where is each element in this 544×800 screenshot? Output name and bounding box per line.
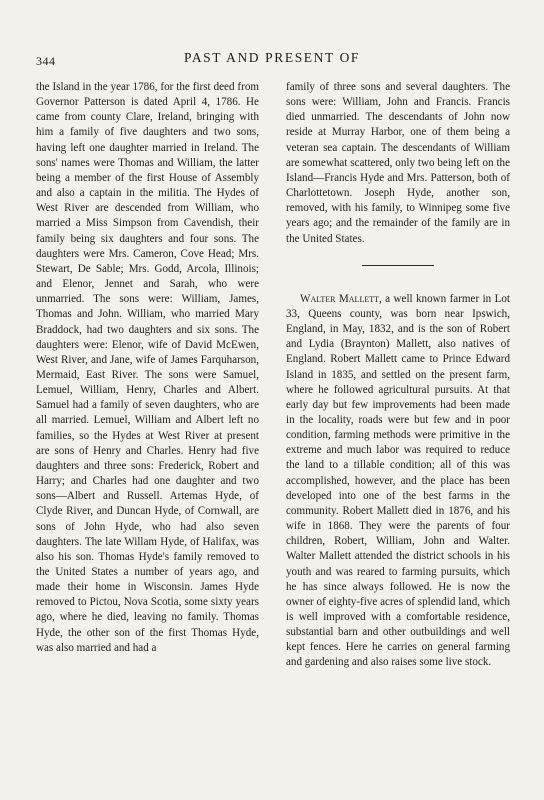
left-column [36,80,259,656]
biography-paragraph [286,292,510,671]
page-number: 344 [36,54,56,68]
continued-paragraph: the Island in the year 1786, for the first deed from Governor Patterson is dated April 4, 1786. He came from county Clare, Ireland, bringing with him a family of five daughters and two sons, having left one daughter married in Ireland. The sons' names were Thomas and William, the latter being a member of the first House of Assembly and also a captain in the militia. The Hydes of West River are descended from William, who married a Miss Simpson from Cavendish, their family being six daughters and four sons. The daughters were Mrs. Cameron, Cove Head; Mrs. Stewart, De Sable; Mrs. Godd, Arcola, Illinois; and Elenor, Jennet and Sarah, who were unmarried. The sons were: William, James, Thomas and John. William, who married Mary Braddock, had two daughters and six sons. The daughters were: Elenor, wife of David McEwen, West River, and Jane, wife of James Farquharson, Mermaid, East River. The sons were Samuel, Lemuel, William, Henry, Charles and Albert. Samuel had a family of seven daughters, who are all married. Lemuel, William and Albert left no families, so the Hydes at West River at present are sons of Henry and Charles. Henry had five daughters and three sons: Frederick, Robert and Harry; and Charles had one daughter and two sons—Albert and Russell. Artemas Hyde, of Clyde River, and Duncan Hyde, of Cornwall, are sons of John Hyde, who had also seven daughters. The late Willam Hyde, of Halifax, was also his son. Thomas Hyde's family removed to the United States a number of years ago, and made their home in Wisconsin. James Hyde removed to Pictou, Nova Scotia, some sixty years ago, where he died, leaving no family. Thomas Hyde, the other son of the first Thomas Hyde, was also married and had a [36,81,259,654]
section-divider [362,265,434,266]
running-head: PAST AND PRESENT OF [183,50,361,65]
continued-paragraph-end: family of three sons and several daughters. The sons were: William, John and Francis. Francis died unmarried. The descendants of John now reside at Murray Harbor, one of them being a veteran sea captain. The descendants of William are somewhat scattered, only two being left on the Island—Francis Hyde and Mrs. Patterson, both of Charlottetown. Joseph Hyde, another son, removed, with his family, to Winnipeg some five years ago; and the remainder of the family are in the United States. [286,81,510,245]
biography-name: Walter Mallett [300,292,379,305]
biography-text: , a well known farmer in Lot 33, Queens county, was born near Ipswich, England, in May, 1832, and is the son of Robert and Lydia (Braynton) Mallett, also natives of England. Robert Mallett came to Prince Edward Island in 1835, and settled on the present farm, where he followed agricultural pursuits. At that early day but few improvements had been made in the locality, roads were but few and in poor condition, farming methods were primitive in the extreme and much labor was required to reduce the land to a tillable condition; all of this was accomplished, however, and the place has been developed into one of the best farms in the community. Robert Mallett died in 1876, and his wife in 1868. They were the parents of four children, Robert, William, John and Walter. Walter Mallett attended the district schools in his youth and was reared to farming pursuits, which he has since always followed. He is now the owner of eighty-five acres of splendid land, which is well improved with a comfortable residence, substantial barn and other outbuildings and well kept fences. Here he carries on general farming and gardening and also raises some live stock. [286,292,511,669]
right-column [286,80,510,671]
